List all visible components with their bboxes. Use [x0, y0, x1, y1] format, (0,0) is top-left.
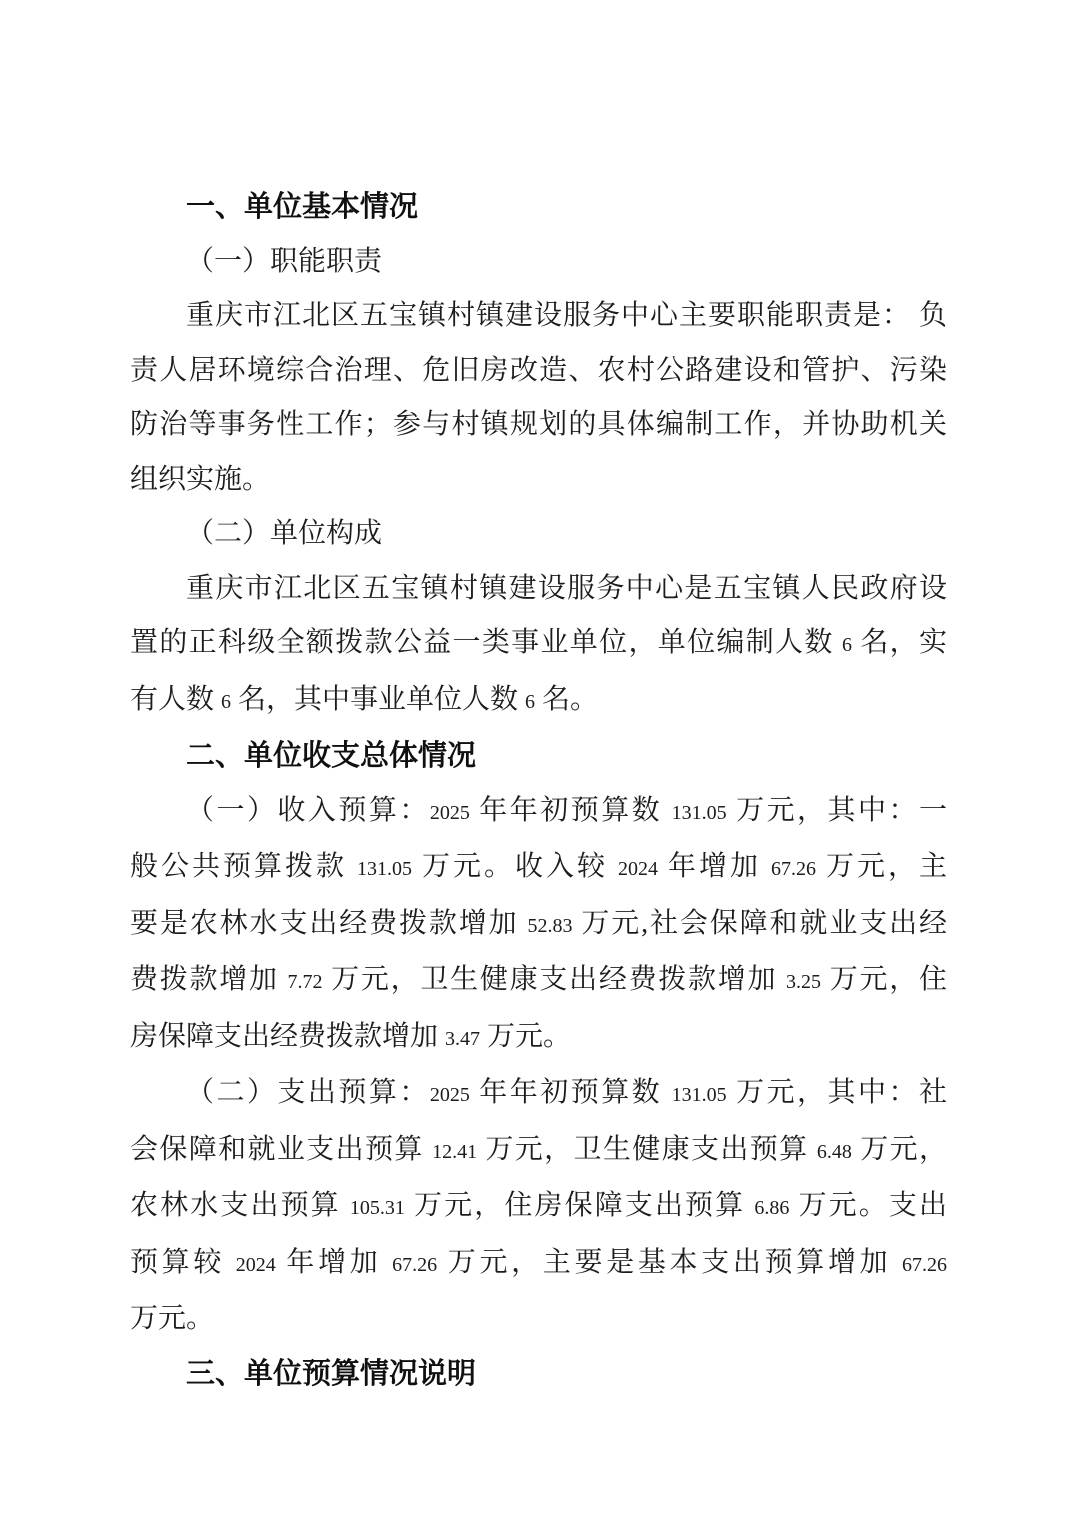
- numeric-text: 2024: [235, 1253, 276, 1276]
- text-line: （一）职能职责: [186, 245, 383, 277]
- text-line: 重庆市江北区五宝镇村镇建设服务中心主要职能职责是： 负: [186, 300, 947, 331]
- text-line: 三、单位预算情况说明: [186, 1357, 477, 1390]
- text-line: 二、单位收支总体情况: [186, 740, 477, 772]
- numeric-text: 67.26: [392, 1253, 438, 1276]
- numeric-text: 6: [842, 634, 853, 656]
- body-paragraph: [130, 784, 947, 1067]
- text-line: 万元。: [130, 1303, 215, 1334]
- text-line: 农林水支出预算 105.31 万元，住房保障支出预算 6.86 万元。支出: [130, 1190, 947, 1221]
- document-body: [130, 180, 947, 1401]
- numeric-text: 2024: [617, 858, 658, 880]
- section-heading: [130, 180, 947, 235]
- numeric-text: 131.05: [671, 1084, 727, 1106]
- text-line: （一）收入预算：2025 年年初预算数 131.05 万元，其中：一: [186, 794, 947, 826]
- numeric-text: 7.72: [287, 971, 323, 993]
- text-line: 要是农林水支出经费拨款增加 52.83 万元,社会保障和就业支出经: [130, 907, 947, 939]
- text-line: 般公共预算拨款 131.05 万元。收入较 2024 年增加 67.26 万元，主: [130, 851, 947, 882]
- text-line: 费拨款增加 7.72 万元，卫生健康支出经费拨款增加 3.25 万元，住: [130, 964, 947, 995]
- text-line: 一、单位基本情况: [186, 191, 419, 223]
- body-paragraph: [130, 289, 947, 507]
- text-line: 责人居环境综合治理、危旧房改造、农村公路建设和管护、污染: [130, 354, 947, 386]
- text-line: 防治等事务性工作；参与村镇规划的具体编制工作，并协助机关: [130, 409, 947, 440]
- body-paragraph: [130, 562, 947, 730]
- numeric-text: 67.26: [770, 858, 816, 880]
- numeric-text: 6.48: [816, 1140, 852, 1163]
- text-line: 置的正科级全额拨款公益一类事业单位，单位编制人数 6 名，实: [130, 627, 947, 658]
- numeric-text: 52.83: [527, 914, 573, 937]
- text-line: （二）支出预算：2025 年年初预算数 131.05 万元，其中：社: [186, 1077, 947, 1108]
- text-line: 预算较 2024 年增加 67.26 万元，主要是基本支出预算增加 67.26: [130, 1246, 947, 1278]
- numeric-text: 6.86: [754, 1197, 790, 1219]
- section-subheading: [130, 235, 947, 290]
- numeric-text: 105.31: [349, 1197, 405, 1219]
- section-heading: [130, 729, 947, 784]
- numeric-text: 3.25: [786, 971, 822, 993]
- numeric-text: 2025: [429, 801, 470, 824]
- numeric-text: 2025: [429, 1084, 470, 1106]
- numeric-text: 6: [221, 690, 232, 713]
- body-paragraph: [130, 1066, 947, 1347]
- text-line: 会保障和就业支出预算 12.41 万元，卫生健康支出预算 6.48 万元，: [130, 1133, 947, 1165]
- text-line: 组织实施。: [130, 463, 271, 495]
- section-subheading: [130, 507, 947, 562]
- numeric-text: 131.05: [671, 801, 727, 824]
- text-line: （二）单位构成: [186, 518, 383, 549]
- text-line: 重庆市江北区五宝镇村镇建设服务中心是五宝镇人民政府设: [186, 572, 947, 604]
- numeric-text: 3.47: [445, 1027, 481, 1050]
- section-heading: [130, 1347, 947, 1402]
- numeric-text: 12.41: [432, 1140, 478, 1163]
- numeric-text: 67.26: [901, 1253, 947, 1276]
- numeric-text: 6: [525, 690, 536, 713]
- text-line: 房保障支出经费拨款增加 3.47 万元。: [130, 1020, 572, 1052]
- text-line: 有人数 6 名，其中事业单位人数 6 名。: [130, 683, 599, 715]
- numeric-text: 131.05: [356, 858, 412, 880]
